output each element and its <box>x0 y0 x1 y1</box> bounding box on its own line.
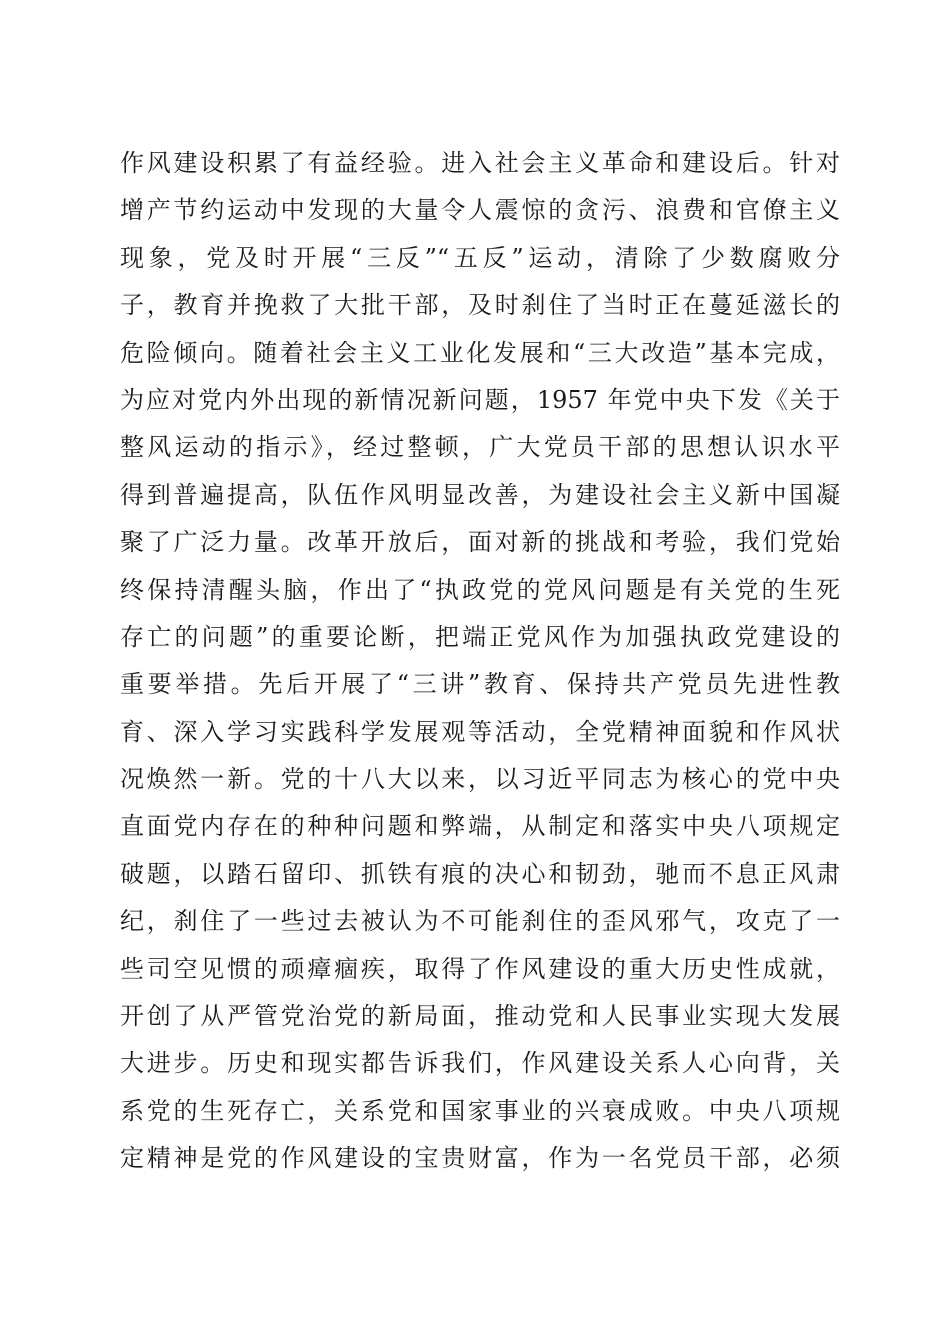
text-line: 些司空见惯的顽瘴痼疾，取得了作风建设的重大历史性成就， <box>120 954 840 983</box>
text-line: 开创了从严管党治党的新局面，推动党和人民事业实现大发展 <box>120 1002 840 1031</box>
text-line: 况焕然一新。党的十八大以来，以习近平同志为核心的党中央 <box>120 765 840 794</box>
text-line: 纪，刹住了一些过去被认为不可能刹住的歪风邪气，攻克了一 <box>120 907 840 936</box>
text-line: 聚了广泛力量。改革开放后，面对新的挑战和考验，我们党始 <box>120 528 840 557</box>
text-line: 增产节约运动中发现的大量令人震惊的贪污、浪费和官僚主义 <box>120 196 840 225</box>
text-line: 系党的生死存亡，关系党和国家事业的兴衰成败。中央八项规 <box>120 1096 840 1125</box>
text-line: 为应对党内外出现的新情况新问题，1957 年党中央下发《关于 <box>120 385 840 414</box>
text-line: 终保持清醒头脑，作出了“执政党的党风问题是有关党的生死 <box>120 575 840 604</box>
text-line: 现象，党及时开展“三反”“五反”运动，清除了少数腐败分 <box>120 243 840 272</box>
text-line: 破题，以踏石留印、抓铁有痕的决心和韧劲，驰而不息正风肃 <box>120 859 840 888</box>
text-line: 直面党内存在的种种问题和弊端，从制定和落实中央八项规定 <box>120 812 840 841</box>
body-paragraph <box>120 140 840 1183</box>
text-line: 作风建设积累了有益经验。进入社会主义革命和建设后。针对 <box>120 149 840 177</box>
text-line: 得到普遍提高，队伍作风明显改善，为建设社会主义新中国凝 <box>120 480 840 509</box>
text-line: 危险倾向。随着社会主义工业化发展和“三大改造”基本完成， <box>120 338 840 367</box>
text-line: 子，教育并挽救了大批干部，及时刹住了当时正在蔓延滋长的 <box>120 291 840 320</box>
text-line: 大进步。历史和现实都告诉我们，作风建设关系人心向背，关 <box>120 1049 840 1078</box>
text-line: 整风运动的指示》，经过整顿，广大党员干部的思想认识水平 <box>120 433 840 462</box>
text-line: 存亡的问题”的重要论断，把端正党风作为加强执政党建设的 <box>120 622 840 651</box>
text-line: 定精神是党的作风建设的宝贵财富，作为一名党员干部，必须 <box>120 1144 840 1173</box>
text-line: 育、深入学习实践科学发展观等活动，全党精神面貌和作风状 <box>120 717 840 746</box>
text-line: 重要举措。先后开展了“三讲”教育、保持共产党员先进性教 <box>120 670 840 699</box>
